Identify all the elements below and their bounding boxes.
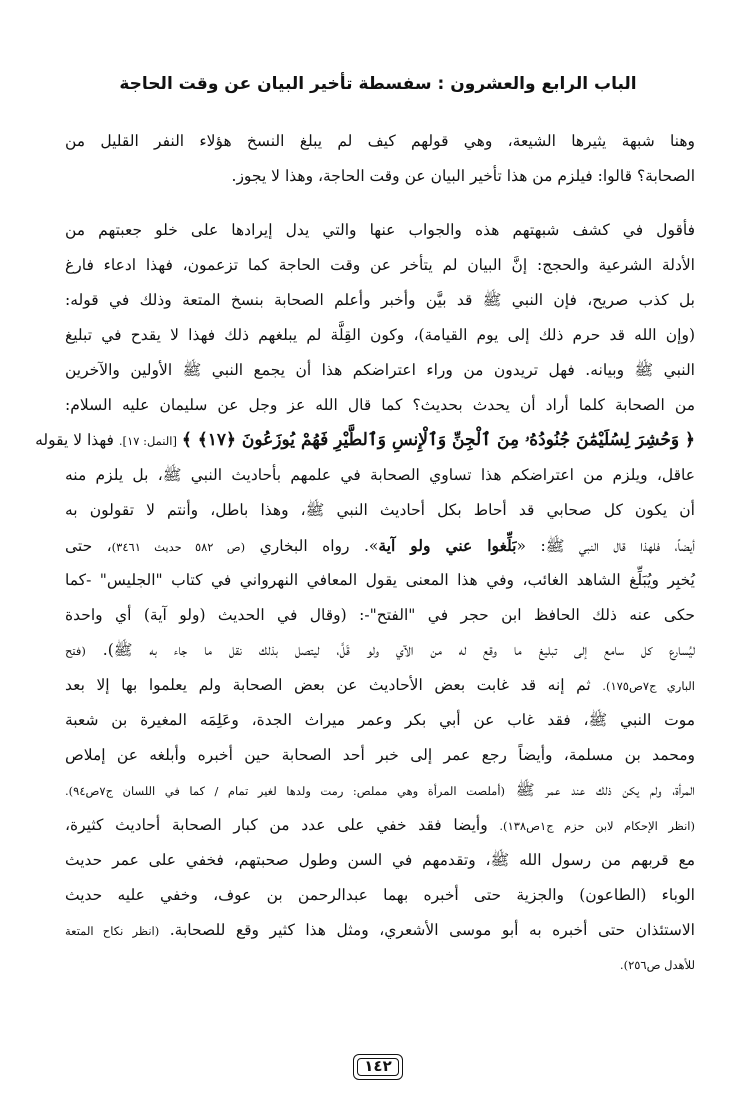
text-line: الوباء (الطاعون) والجزية حتى أخبره بهما عبدالرحمن بن عوف، وخفي عليه حديث	[65, 886, 695, 904]
text-segment: فهذا لا يقوله	[35, 431, 114, 449]
text-segment: وأيضا فقد خفي على عدد من كبار الصحابة أحاديث كثيرة،	[65, 816, 488, 834]
text-segment: ليُسارع كل سامع إلى تبليغ ما وقع له من الآي ولو قَلَّ، ليتصل بذلك نقل ما جاء به ﷺ).	[102, 641, 695, 659]
text-line: الصحابة؟ قالوا: فيلزم من هذا تأخير البيان عن وقت الحاجة، وهذا لا يجوز.	[231, 167, 695, 185]
text-line: (وإن الله قد حرم ذلك إلى يوم القيامة)، وكون القِلَّة لم يبلغهم ذلك فهذا لا يقدح في تبليغ	[65, 326, 695, 344]
paragraph-gap	[65, 194, 695, 213]
quran-verse-line	[35, 423, 695, 458]
text-line: موت النبي ﷺ، فقد غاب عن أبي بكر وعمر ميراث الجدة، وعَلِمَه المغيرة بن شعبة	[65, 711, 695, 729]
reference-note: (انظر الإحكام لابن حزم ج١ص١٣٨).	[499, 819, 695, 833]
text-line: النبي ﷺ وبيانه. فهل تريدون من وراء اعتراضكم هذا أن يجمع النبي ﷺ الأولين والآخرين	[65, 361, 695, 379]
text-line	[65, 668, 695, 703]
text-segment: ، حتى	[65, 537, 112, 555]
reference-note: (أملصت المرأة وهي مملص: رمت ولدها لغير تمام / كما في اللسان ج٧ص٩٤).	[65, 784, 506, 798]
chapter-heading: الباب الرابع والعشرون : سفسطة تأخير البيان عن وقت الحاجة	[119, 74, 637, 94]
body-text	[35, 124, 695, 983]
reference-note: (فتح	[65, 644, 86, 658]
text-line: أن يكون كل صحابي قد أحاط بكل أحاديث النبي ﷺ، وهذا باطل، وأنتم لا تقولون به	[65, 501, 695, 519]
text-line: عاقل، ويلزم من اعتراضكم هذا تساوي الصحابة في علمهم بأحاديث النبي ﷺ، بل يلزم منه	[65, 466, 695, 484]
text-line: ومحمد بن مسلمة، وأيضاً رجع عمر إلى خبر أحد الصحابة حين أخبره وأبلغه عن إملاص	[65, 746, 695, 764]
reference-note-line: للأهدل ص٢٥٦).	[619, 958, 695, 972]
reference-note: (انظر نكاح المتعة	[65, 924, 160, 938]
text-line: مع قربهم من رسول الله ﷺ، وتقدمهم في السن وطول صحبتهم، فخفي على عمر حديث	[65, 851, 695, 869]
text-segment: أيضاً، فلهذا قال النبي ﷺ: «	[516, 537, 695, 555]
text-segment: ». رواه البخاري	[259, 537, 379, 555]
text-line	[65, 773, 695, 808]
text-line: بل كذب صريح، فإن النبي ﷺ قد بيَّن وأخبر وأعلم الصحابة بنسخ المتعة وذلك في قوله:	[65, 291, 695, 309]
quran-verse: ﴿ وَحُشِرَ لِسُلَيْمَٰنَ جُنُودُهُۥ مِنَ ٱلْجِنِّ وَٱلْإِنسِ وَٱلطَّيْرِ فَهُمْ يُوزَعُونَ ﴿١٧﴾ ﴾	[181, 430, 695, 450]
hadith-quote: بَلِّغوا عني ولو آية	[378, 536, 517, 555]
reference-note: الباري ج٧ص١٧٥).	[602, 679, 695, 693]
text-line	[65, 913, 695, 948]
text-line	[65, 808, 695, 843]
text-line: حكى عنه ذلك الحافظ ابن حجر في "الفتح"-: (وقال في الحديث (ولو آية) أي واحدة	[65, 606, 695, 624]
text-segment: الاستئذان حتى أخبره به أبو موسى الأشعري، ومثل هذا كثير وقع للصحابة.	[169, 921, 695, 939]
text-line: وهنا شبهة يثيرها الشيعة، وهي قولهم كيف لم يبلغ النسخ هؤلاء النفر القليل من	[65, 132, 695, 150]
text-line: يُخبِر ويُبَلِّغ الشاهد الغائب، وفي هذا المعنى يقول المعافي النهرواني في كتاب "الجليس" -كما	[65, 571, 695, 589]
text-line: من الصحابة كلما أراد أن يحدث بحديث؟ كما قال الله عز وجل عن سليمان عليه السلام:	[65, 396, 695, 414]
text-line	[65, 633, 695, 668]
text-line: فأقول في كشف شبهتهم هذه والجواب عنها والتي يدل إيرادها على خلو جعبتهم من	[65, 221, 695, 239]
page-number-label: ١٤٢	[364, 1057, 392, 1075]
hadith-line	[65, 528, 695, 563]
page-number	[353, 1054, 403, 1080]
text-line: الأدلة الشرعية والحجج: إنَّ البيان لم يتأخر عن وقت الحاجة كما تزعمون، فهذا ادعاء فارغ	[65, 256, 695, 274]
text-segment: ثم إنه قد غابت بعض الأحاديث عن بعض الصحابة ولم يعلموا بها إلا بعد	[65, 676, 591, 694]
text-segment: المرأة، ولم يكن ذلك عند عمر ﷺ	[515, 781, 695, 799]
hadith-reference: (ص ٥٨٢ حديث ٣٤٦١)	[111, 540, 246, 554]
quran-reference: [النمل: ١٧].	[118, 434, 177, 448]
